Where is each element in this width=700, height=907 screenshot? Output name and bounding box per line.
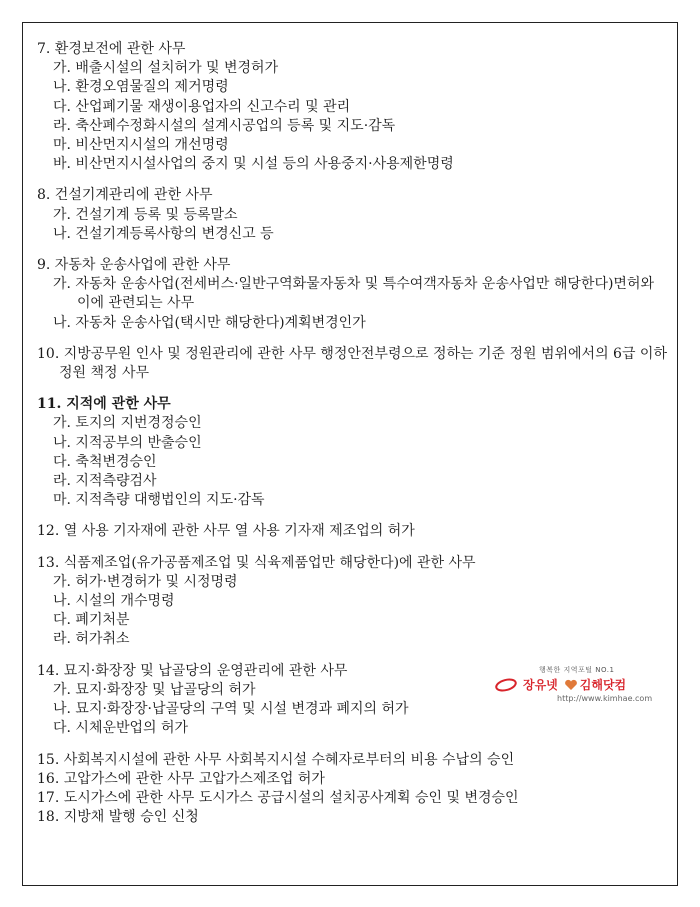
document-content xyxy=(37,40,671,839)
list-item: 가. 배출시설의 설치허가 및 변경허가 xyxy=(53,60,279,77)
section-title: 12. 열 사용 기자재에 관한 사무 열 사용 기자재 제조업의 허가 xyxy=(37,523,415,540)
list-item: 라. 지적측량검사 xyxy=(53,473,157,490)
list-item: 나. 지적공부의 반출승인 xyxy=(53,434,202,451)
logo-slogan: 행복한 지역포털 NO.1 xyxy=(539,666,615,674)
list-item: 라. 축산폐수정화시설의 설계시공업의 등록 및 지도·감독 xyxy=(53,117,396,134)
list-item: 다. 축척변경승인 xyxy=(53,453,157,470)
list-item: 바. 비산먼지시설사업의 중지 및 시설 등의 사용중지·사용제한명령 xyxy=(53,156,454,173)
list-item: 다. 폐기처분 xyxy=(53,612,130,629)
list-item: 다. 시체운반업의 허가 xyxy=(53,720,189,737)
section-11 xyxy=(37,395,671,510)
heart-icon xyxy=(564,679,578,691)
section-title: 18. 지방채 발행 승인 신청 xyxy=(37,809,199,826)
list-item: 가. 자동차 운송사업(전세버스·일반구역화물자동차 및 특수여객자동차 운송사업만 해당한다)면허와 이에 관련되는 사무 xyxy=(53,276,655,312)
logo-brand-right: 김해닷컴 xyxy=(579,678,627,692)
section-7 xyxy=(37,40,671,174)
logo-url[interactable]: http://www.kimhae.com xyxy=(557,694,653,703)
section-title: 17. 도시가스에 관한 사무 도시가스 공급시설의 설치공사계획 승인 및 변경승인 xyxy=(37,789,519,806)
section-title: 11. 지적에 관한 사무 xyxy=(37,396,171,413)
list-item: 가. 허가·변경허가 및 시정명령 xyxy=(53,573,238,590)
section-15-18 xyxy=(37,751,671,828)
section-title: 15. 사회복지시설에 관한 사무 사회복지시설 수혜자로부터의 비용 수납의 승인 xyxy=(37,751,515,768)
section-title: 7. 환경보전에 관한 사무 xyxy=(37,41,186,57)
section-12 xyxy=(37,522,671,541)
section-title: 10. 지방공무원 인사 및 정원관리에 관한 사무 행정안전부령으로 정하는 기준 정원 범위에서의 6급 이하 정원 책정 사무 xyxy=(37,345,667,382)
section-10 xyxy=(37,345,671,383)
logo-brand-left: 장유넷 xyxy=(523,678,558,692)
section-title: 8. 건설기계관리에 관한 사무 xyxy=(37,187,213,204)
list-item: 가. 묘지·화장장 및 납골당의 허가 xyxy=(53,681,256,698)
list-item: 다. 산업폐기물 재생이용업자의 신고수리 및 관리 xyxy=(53,98,351,115)
swoosh-icon xyxy=(495,678,519,692)
list-item: 나. 환경오염물질의 제거명령 xyxy=(53,79,229,96)
list-item: 마. 비산먼지시설의 개선명령 xyxy=(53,137,229,154)
watermark-logo[interactable] xyxy=(495,665,655,711)
list-item: 나. 자동차 운송사업(택시만 해당한다)계획변경인가 xyxy=(53,314,366,331)
list-item: 나. 건설기계등록사항의 변경신고 등 xyxy=(53,225,274,242)
section-13 xyxy=(37,554,671,650)
list-item: 나. 묘지·화장장·납골당의 구역 및 시설 변경과 폐지의 허가 xyxy=(53,701,409,718)
list-item: 나. 시설의 개수명령 xyxy=(53,593,175,610)
section-title: 9. 자동차 운송사업에 관한 사무 xyxy=(37,257,231,274)
list-item: 마. 지적측량 대행법인의 지도·감독 xyxy=(53,492,265,509)
logo-brand xyxy=(495,676,626,693)
document-frame xyxy=(22,22,678,886)
section-8 xyxy=(37,186,671,244)
list-item: 가. 건설기계 등록 및 등록말소 xyxy=(53,206,238,223)
section-title: 14. 묘지·화장장 및 납골당의 운영관리에 관한 사무 xyxy=(37,662,348,679)
section-title: 13. 식품제조업(유가공품제조업 및 식육제품업만 해당한다)에 관한 사무 xyxy=(37,554,476,571)
section-9 xyxy=(37,256,671,333)
section-title: 16. 고압가스에 관한 사무 고압가스제조업 허가 xyxy=(37,770,325,787)
list-item: 가. 토지의 지번경정승인 xyxy=(53,415,202,432)
list-item: 라. 허가취소 xyxy=(53,631,130,648)
